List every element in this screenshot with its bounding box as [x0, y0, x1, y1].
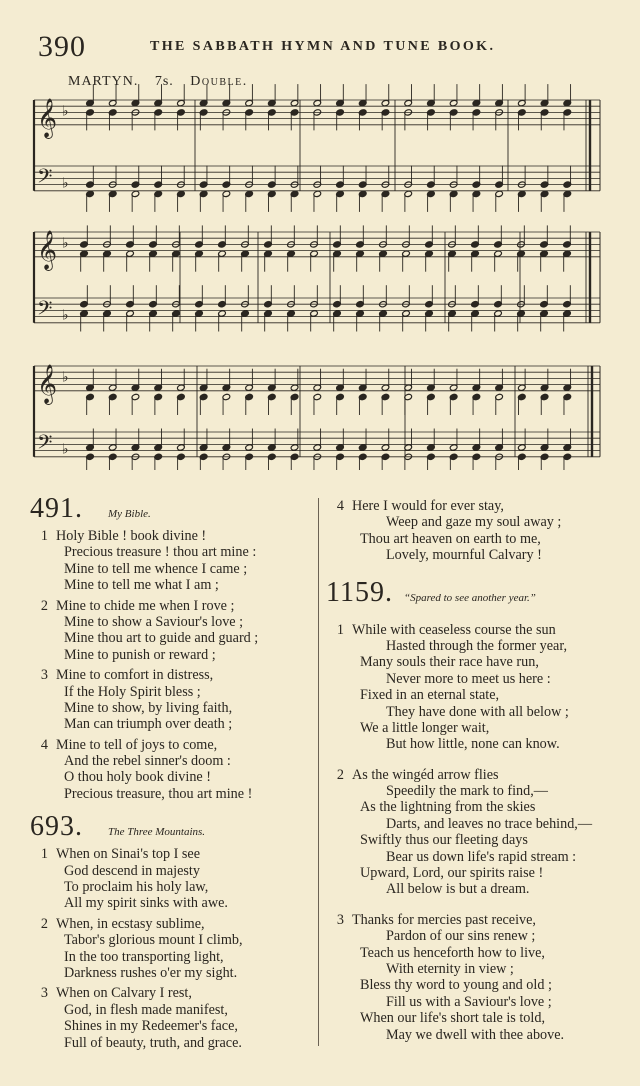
hymn-number: 693.: [30, 811, 83, 843]
stanza: [30, 737, 310, 803]
verse-text: God, in flesh made manifest,: [64, 1001, 228, 1018]
verse-text: Bear us down life's rapid stream :: [386, 848, 577, 865]
svg-text:♭: ♭: [62, 236, 69, 252]
stanza: [326, 498, 626, 564]
verse-line: [326, 622, 626, 638]
verse-line: [326, 945, 626, 961]
verse-text: God descend in majesty: [64, 862, 200, 879]
verse-text: As the lightning from the skies: [360, 799, 536, 816]
svg-text:𝄞: 𝄞: [37, 97, 58, 138]
verse-line: [30, 737, 310, 753]
verse-text: Many souls their race have run,: [360, 654, 539, 671]
svg-text:𝄢: 𝄢: [37, 296, 53, 325]
verse-text: While with ceaseless course the sun: [352, 621, 556, 638]
verse-number: 2: [336, 766, 344, 783]
verse-text: In the too transporting light,: [64, 948, 224, 965]
stanza: [30, 667, 310, 733]
verse-line: [326, 654, 626, 670]
verse-text: Shines in my Redeemer's face,: [64, 1018, 238, 1035]
stanza: [30, 985, 310, 1051]
verse-line: [30, 965, 310, 981]
verse-text: Speedily the mark to find,—: [386, 783, 548, 800]
verse-line: [30, 863, 310, 879]
verse-text: Bless thy word to young and old ;: [360, 977, 552, 994]
stanza: [326, 912, 626, 1043]
verse-line: [30, 667, 310, 683]
stanza: [30, 846, 310, 912]
verse-line: [326, 671, 626, 687]
verse-text: Mine to tell me whence I came ;: [64, 560, 248, 577]
verse-text: All my spirit sinks with awe.: [64, 895, 228, 912]
running-head: THE SABBATH HYMN AND TUNE BOOK.: [150, 39, 496, 54]
tune-name: MARTYN.: [68, 74, 139, 89]
stanza: [30, 598, 310, 664]
verse-text: Mine to tell me what I am ;: [64, 577, 219, 594]
verse-text: Precious treasure ! thou art mine :: [64, 544, 257, 561]
verse-line: [326, 547, 626, 563]
verse-line: [30, 647, 310, 663]
svg-text:♭: ♭: [62, 176, 69, 192]
verse-text: Hasted through the former year,: [386, 637, 568, 654]
svg-text:♭: ♭: [62, 370, 69, 386]
verse-number: 3: [40, 667, 48, 684]
verse-line: [30, 716, 310, 732]
verse-line: [30, 700, 310, 716]
verse-line: [30, 769, 310, 785]
verse-number: 1: [336, 621, 344, 638]
verse-text: Teach us henceforth how to live,: [360, 944, 545, 961]
verse-text: All below is but a dream.: [386, 881, 530, 898]
verse-text: Precious treasure, thou art mine !: [64, 785, 253, 802]
verse-line: [326, 881, 626, 897]
verse-text: Swiftly thus our fleeting days: [360, 832, 528, 849]
verse-line: [326, 961, 626, 977]
verse-line: [326, 912, 626, 928]
verse-text: Mine thou art to guide and guard ;: [64, 630, 259, 647]
tune-variant: Double.: [190, 74, 248, 89]
verse-number: 2: [40, 915, 48, 932]
verse-text: Thanks for mercies past receive,: [352, 911, 536, 928]
verse-line: [326, 977, 626, 993]
svg-text:𝄞: 𝄞: [37, 229, 58, 270]
verse-text: Fill us with a Saviour's love ;: [386, 993, 552, 1010]
stanza: [326, 767, 626, 898]
verse-text: Mine to punish or reward ;: [64, 646, 216, 663]
verse-line: [326, 736, 626, 752]
verse-line: [30, 1002, 310, 1018]
hymn-title: “Spared to see another year.”: [404, 591, 536, 604]
verse-line: [326, 865, 626, 881]
verse-number: 3: [40, 985, 48, 1002]
verse-text: Darkness rushes o'er my sight.: [64, 964, 238, 981]
verse-line: [326, 816, 626, 832]
column-divider: [318, 498, 319, 1046]
verse-line: [30, 1035, 310, 1051]
stanza: [326, 622, 626, 753]
verse-text: And the rebel sinner's doom :: [64, 753, 231, 770]
verse-text: Here I would for ever stay,: [352, 498, 504, 514]
page-number: 390: [38, 30, 86, 63]
verse-text: Mine to tell of joys to come,: [56, 736, 218, 753]
left-column: [30, 494, 310, 1051]
verse-line: [30, 753, 310, 769]
verse-line: [30, 949, 310, 965]
verse-line: [326, 767, 626, 783]
verse-line: [326, 514, 626, 530]
verse-text: Thou art heaven on earth to me,: [360, 530, 541, 547]
verse-number: 1: [40, 846, 48, 863]
hymn-number: 491.: [30, 493, 83, 524]
verse-text: Mine to comfort in distress,: [56, 667, 214, 684]
verse-line: [326, 720, 626, 736]
verse-line: [326, 783, 626, 799]
verse-line: [30, 684, 310, 700]
verse-line: [30, 879, 310, 895]
verse-text: Mine to show a Saviour's love ;: [64, 613, 244, 630]
verse-line: [30, 932, 310, 948]
verse-text: When our life's short tale is told,: [360, 1010, 545, 1027]
verse-line: [30, 916, 310, 932]
verse-line: [30, 561, 310, 577]
verse-text: As the wingéd arrow flies: [352, 766, 499, 783]
svg-text:𝄢: 𝄢: [37, 430, 53, 459]
verse-number: 1: [40, 528, 48, 544]
right-column: [326, 494, 626, 1043]
verse-line: [30, 577, 310, 593]
verse-line: [30, 985, 310, 1001]
hymn-491: [30, 494, 310, 802]
hymn-title: The Three Mountains.: [108, 826, 206, 839]
verse-text: We a little longer wait,: [360, 719, 490, 736]
verse-number: 4: [40, 736, 48, 753]
verse-text: To proclaim his holy law,: [64, 879, 209, 896]
verse-text: Holy Bible ! book divine !: [56, 528, 207, 544]
verse-line: [326, 1010, 626, 1026]
hymn-number: 1159.: [326, 576, 393, 608]
verse-text: Darts, and leaves no trace behind,—: [386, 815, 593, 832]
verse-text: When, in ecstasy sublime,: [56, 915, 205, 932]
verse-text: Never more to meet us here :: [386, 670, 551, 687]
svg-text:♭: ♭: [62, 104, 69, 120]
verse-text: When on Calvary I rest,: [56, 985, 192, 1002]
verse-line: [30, 614, 310, 630]
stanza: [30, 528, 310, 594]
hymn-693: [30, 812, 310, 1051]
musical-score: [0, 0, 640, 470]
verse-text: May we dwell with thee above.: [386, 1026, 565, 1043]
verse-text: Mine to show, by living faith,: [64, 699, 233, 716]
verse-line: [30, 528, 310, 544]
verse-text: If the Holy Spirit bless ;: [64, 683, 201, 700]
verse-line: [326, 704, 626, 720]
svg-text:♭: ♭: [62, 308, 69, 324]
hymn-1159: [326, 578, 626, 1043]
verse-text: Man can triumph over death ;: [64, 716, 233, 733]
verse-line: [326, 832, 626, 848]
verse-line: [30, 846, 310, 862]
verse-line: [326, 994, 626, 1010]
verse-text: But how little, none can know.: [386, 736, 560, 753]
verse-text: They have done with all below ;: [386, 703, 569, 720]
verse-text: Upward, Lord, our spirits raise !: [360, 865, 544, 882]
verse-line: [326, 638, 626, 654]
verse-number: 3: [336, 911, 344, 928]
verse-line: [326, 531, 626, 547]
verse-line: [326, 849, 626, 865]
verse-text: O thou holy book divine !: [64, 769, 211, 786]
stanza: [30, 916, 310, 982]
svg-text:♭: ♭: [62, 442, 69, 458]
verse-text: When on Sinai's top I see: [56, 846, 201, 863]
verse-line: [30, 598, 310, 614]
verse-text: Pardon of our sins renew ;: [386, 928, 536, 945]
hymn-693-continuation: [326, 498, 626, 564]
verse-line: [326, 687, 626, 703]
verse-line: [30, 630, 310, 646]
verse-text: Weep and gaze my soul away ;: [386, 514, 562, 531]
verse-text: Lovely, mournful Calvary !: [386, 547, 542, 564]
verse-line: [30, 895, 310, 911]
verse-number: 2: [40, 597, 48, 614]
verse-line: [326, 1027, 626, 1043]
verse-text: Mine to chide me when I rove ;: [56, 597, 235, 614]
svg-text:𝄢: 𝄢: [37, 164, 53, 193]
verse-line: [326, 799, 626, 815]
verse-text: Tabor's glorious mount I climb,: [64, 932, 243, 949]
verse-text: Fixed in an eternal state,: [360, 687, 500, 704]
verse-line: [30, 786, 310, 802]
verse-line: [326, 928, 626, 944]
verse-line: [30, 544, 310, 560]
verse-number: 4: [336, 498, 344, 514]
verse-line: [30, 1018, 310, 1034]
verse-text: With eternity in view ;: [386, 960, 514, 977]
svg-text:𝄞: 𝄞: [37, 363, 58, 404]
verse-line: [326, 498, 626, 514]
hymn-title: My Bible.: [108, 508, 151, 520]
verse-text: Full of beauty, truth, and grace.: [64, 1034, 242, 1051]
tune-meter: 7s.: [154, 74, 174, 89]
